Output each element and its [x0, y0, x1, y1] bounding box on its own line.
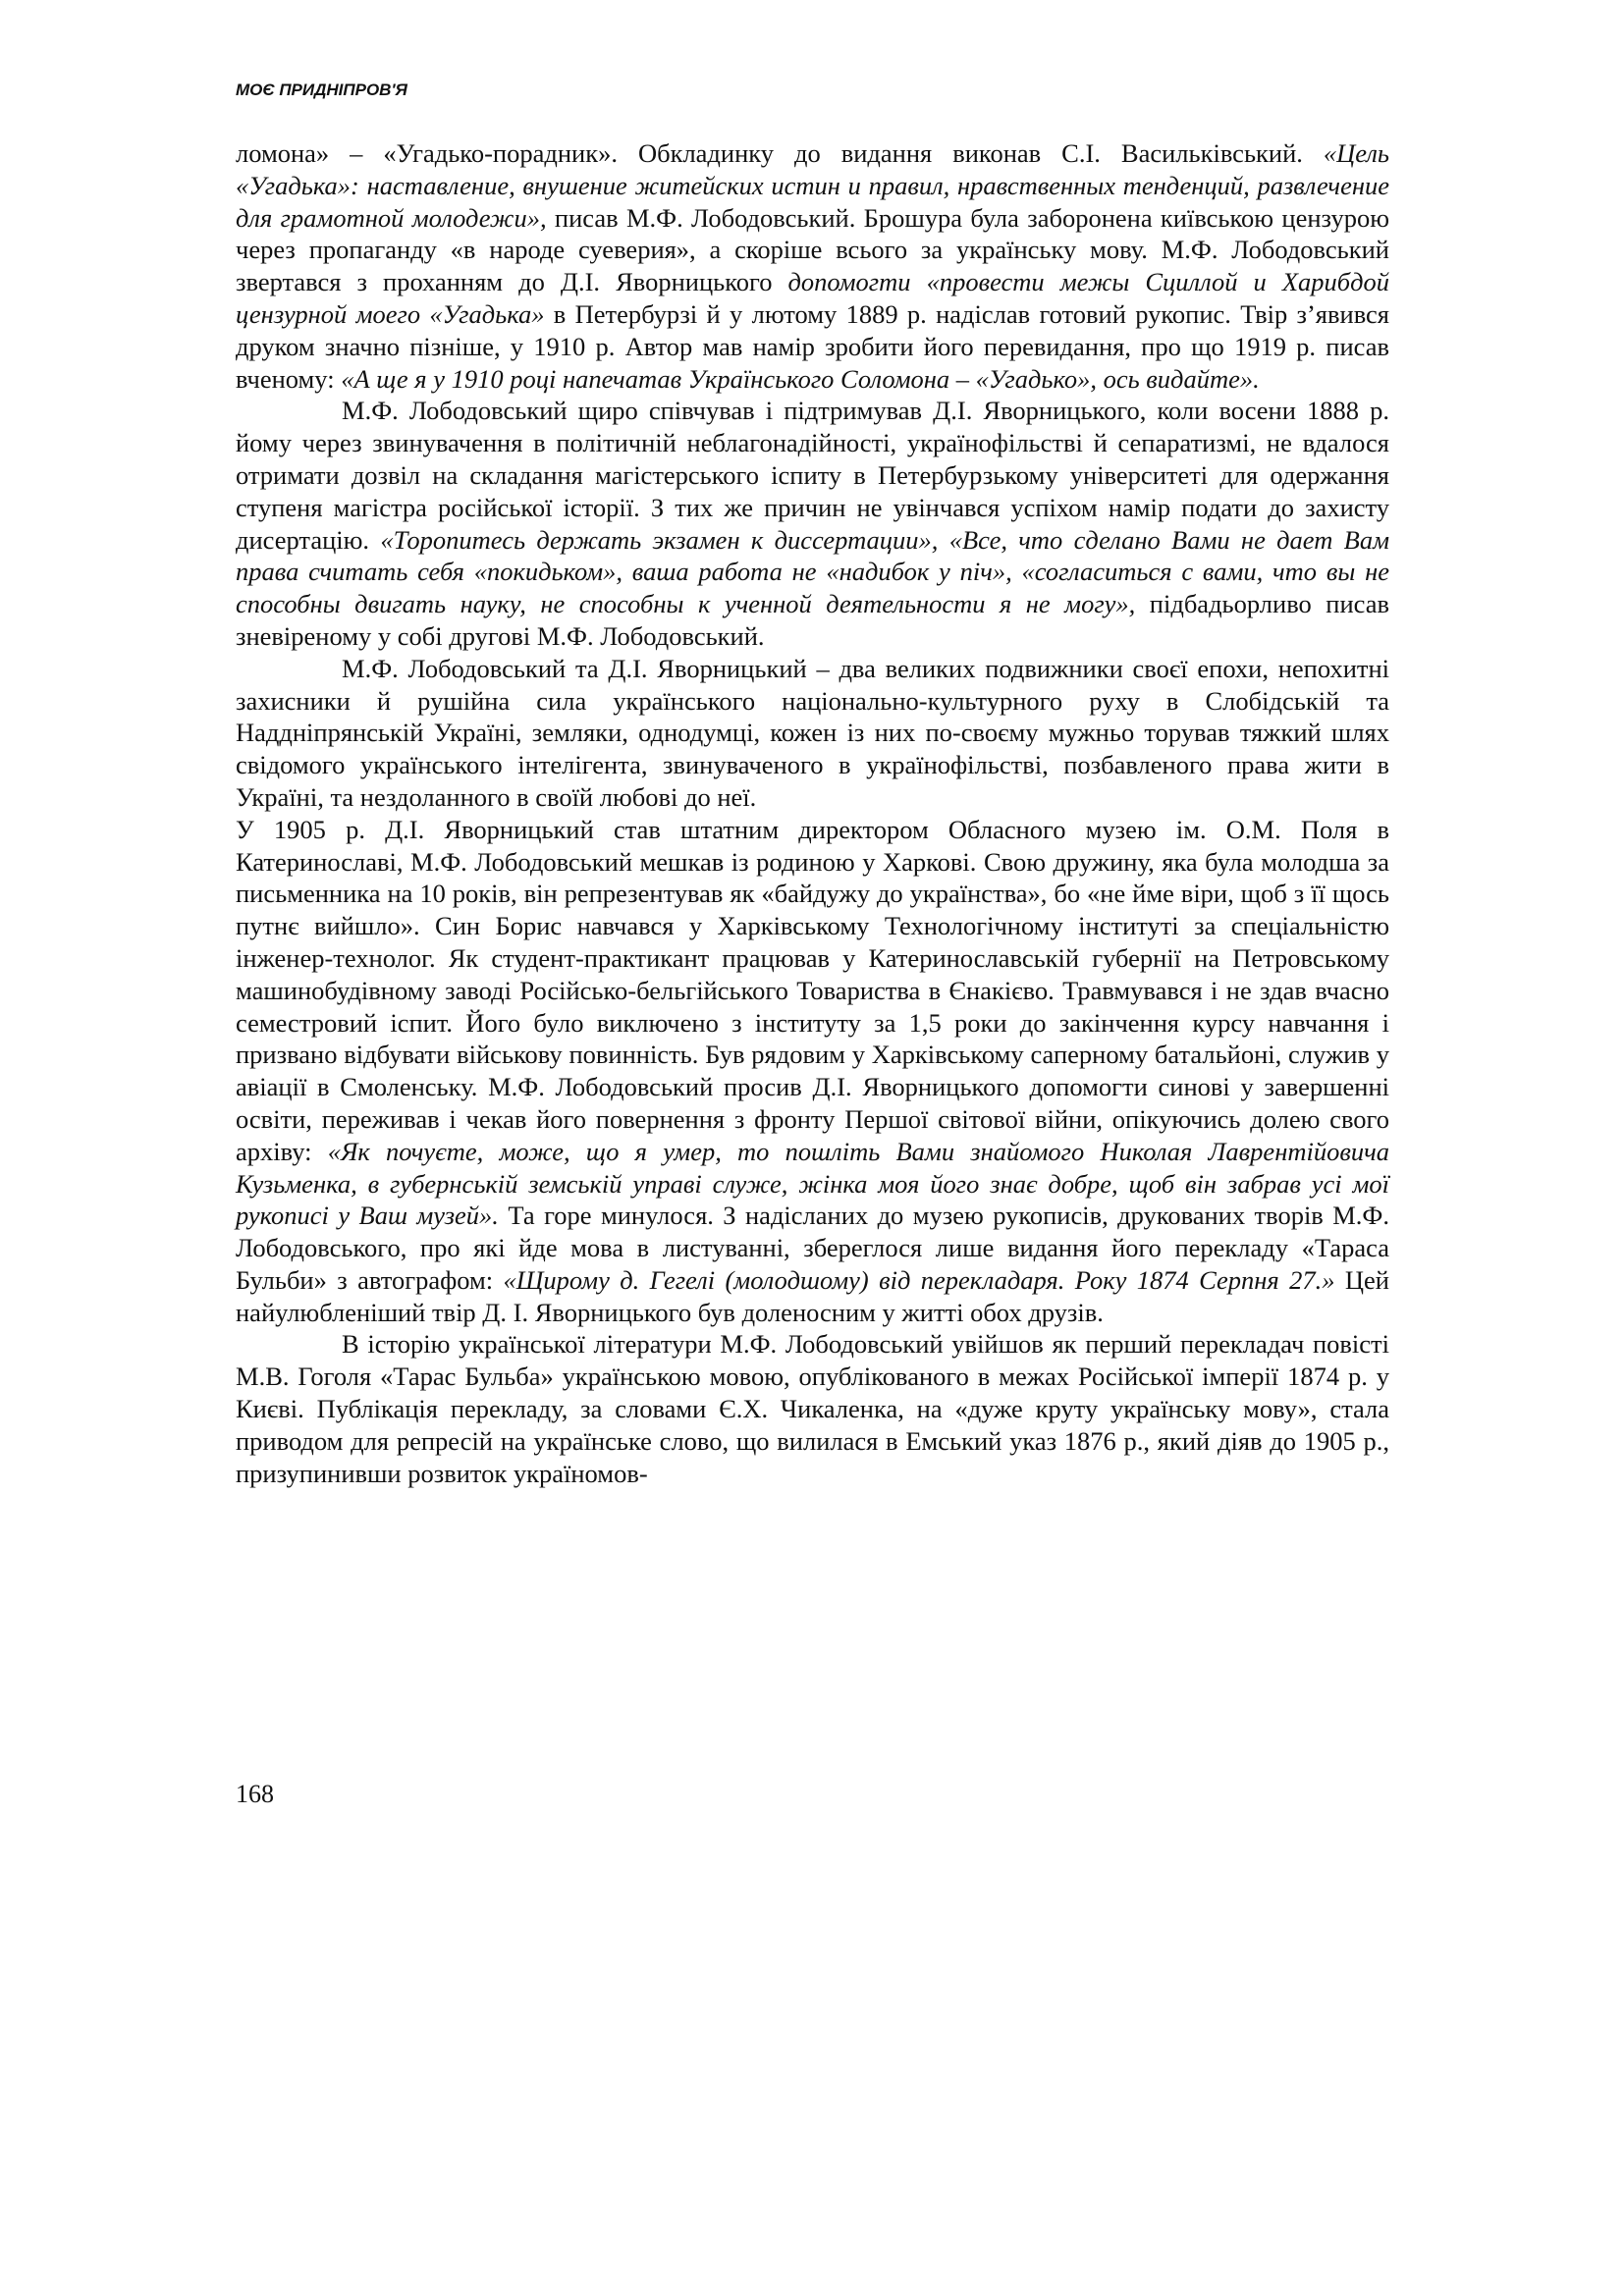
running-head: МОЄ ПРИДНІПРОВ'Я [236, 80, 407, 99]
paragraph-text: в Петербурзі й у лютому 1889 р. надіслав готовий рукопис. Твір з’явився друком значно пізніше, у 1910 р. Автор мав намір зробити його перевидання, про що 1919 р. писав вченому: [236, 298, 1390, 394]
paragraph [236, 137, 1389, 395]
quotation-text: «Як почуєте, може, що я умер, то пошліть Вами знайомого Николая Лаврентійовича Кузьменка, в губернській земській управі служе, жінка моя його знає добре, щоб він забрав усі мої рукописі у Ваш музей». [236, 1136, 1389, 1231]
paragraph-text: підбадьорливо писав зневіреному у собі другові М.Ф. Лободовський. [236, 589, 1389, 651]
quotation-text: «Цель «Угадька»: наставление, внушение житейских истин и правил, нравственных тенденций, развлечение для грамотной молодежи», [236, 138, 1389, 233]
paragraph-text: Та горе минулося. З надісланих до музею рукописів, друкованих творів М.Ф. Лободовського, про які йде мова в листуванні, збереглося лише видання його перекладу «Тараса Бульби» з автографом: [236, 1201, 1389, 1295]
paragraph-text: У 1905 р. Д.І. Яворницький став штатним директором Обласного музею ім. О.М. Поля в Катеринославі, М.Ф. Лободовський мешкав із родиною у Харкові. Свою дружину, яка була молодша за письменника на 10 років, він репрезентував як «байдужу до українства», бо «не йме віри, щоб з її щось путнє вийшло». Син Борис навчався у Харківському Технологічному інституті за спеціальністю інженер-технолог. Як студент-практикант працював у Катеринославській губернії на Петровському машинобудівному заводі Російсько-бельгійського Товариства в Єнакієво. Травмувався і не здав вчасно семестровий іспит. Його було виключено з інституту за 1,5 роки до закінчення курсу навчання і призвано відбувати військову повинність. Був рядовим у Харківському саперному батальйоні, служив у авіації в Смоленську. М.Ф. Лободовський просив Д.І. Яворницького допомогти синові у завершенні освіти, переживав і чекав його повернення з фронту Першої світової війни, опікуючись долею свого архіву: [236, 814, 1389, 1166]
paragraph-text: М.Ф. Лободовський щиро співчував і підтримував Д.І. Яворницького, коли восени 1888 р. йому через звинувачення в політичній неблагонадійності, українофільстві й сепаратизмі, не вдалося отримати дозвіл на складання магістерського іспиту в Петербурзькому університеті для одержання ступеня магістра російської історії. З тих же причин не увінчався успіхом намір подати до захисту дисертацію. [236, 396, 1389, 555]
quotation-text: допомогти «провести межы Сциллой и Харибдой цензурной моего «Угадька» [236, 267, 1389, 329]
quotation-text: «Щирому д. Гегелі (молодшому) від перекладаря. Року 1874 Серпня 27.» [503, 1264, 1335, 1295]
quotation-text: «А ще я у 1910 році напечатав Українського Соломона – «Угадько», ось видайте». [341, 363, 1260, 394]
paragraph [236, 1328, 1389, 1489]
paragraph [236, 814, 1389, 1329]
paragraph [236, 653, 1389, 814]
paragraph-text: ломона» – «Угадько-порадник». Обкладинку до видання виконав С.І. Васильківський. [236, 138, 1324, 168]
paragraph-text: писав М.Ф. Лободовський. Брошура була заборонена київською цензурою через пропаганду «в народе суеверия», а скоріше всього за українську мову. М.Ф. Лободовський звертався з проханням до Д.І. Яворницького [236, 202, 1389, 297]
body-text [236, 137, 1389, 1489]
paragraph-text: М.Ф. Лободовський та Д.І. Яворницький – два великих подвижники своєї епохи, непохитні захисники й рушійна сила українського національно-культурного руху в Слобідській та Наддніпрянській Україні, земляки, однодумці, кожен із них по-своєму мужньо торував тяжкий шлях свідомого українського інтелігента, звинуваченого в українофільстві, позбавленого права жити в Україні, та нездоланного в своїй любові до неї. [236, 653, 1389, 812]
quotation-text: «Торопитесь держать экзамен к диссертации», «Все, что сделано Вами не дает Вам права считать себя «покидьком», ваша работа не «надибок у піч», «согласиться с вами, что вы не способны двигать науку, не способны к ученной деятельности я не могу», [236, 524, 1390, 619]
paragraph-text: В історію української літератури М.Ф. Лободовський увійшов як перший перекладач повісті М.В. Гоголя «Тарас Бульба» українською мовою, опублікованого в межах Російської імперії 1874 р. у Києві. Публікація перекладу, за словами Є.Х. Чикаленка, на «дуже круту українську мову», стала приводом для репресій на українське слово, що вилилася в Емський указ 1876 р., який діяв до 1905 р., призупинивши розвиток україномов- [236, 1329, 1389, 1488]
paragraph [236, 395, 1389, 652]
paragraph-text: Цей найулюбленіший твір Д. І. Яворницького був доленосним у житті обох друзів. [236, 1264, 1389, 1327]
page-number: 168 [236, 1780, 274, 1808]
